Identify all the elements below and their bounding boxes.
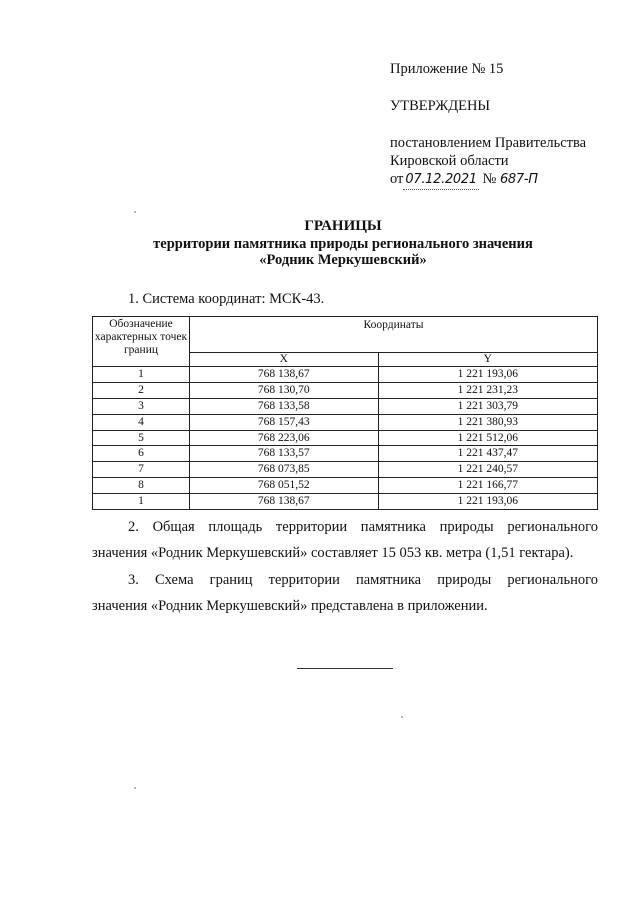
y-cell: 1 221 166,77 (378, 478, 597, 494)
y-cell: 1 221 193,06 (378, 494, 597, 510)
section-1-coordinate-system: 1. Система координат: МСК-43. (128, 291, 325, 307)
x-cell: 768 073,85 (190, 462, 379, 478)
scan-speck (134, 787, 136, 789)
table-row (93, 382, 598, 398)
section-2-line-2: значения «Родник Меркушевский» составляет 15 053 кв. метра (1,51 гектара). (92, 545, 574, 561)
y-column-header: Y (378, 353, 597, 367)
scan-speck (401, 716, 403, 718)
from-prefix: от (390, 171, 404, 187)
title-main: ГРАНИЦЫ (304, 218, 382, 234)
table-row (93, 398, 598, 414)
table-row (93, 462, 598, 478)
handwritten-date: 07.12.2021 (403, 171, 478, 190)
x-cell: 768 051,52 (190, 478, 379, 494)
decree-line-2: Кировской области (390, 153, 509, 169)
y-cell: 1 221 240,57 (378, 462, 597, 478)
x-cell: 768 133,58 (190, 398, 379, 414)
section-3-line-1: 3. Схема границ территории памятника природы регионального (128, 572, 598, 588)
document-title (60, 218, 626, 268)
point-cell: 6 (93, 446, 190, 462)
point-cell: 2 (93, 382, 190, 398)
x-cell: 768 223,06 (190, 430, 379, 446)
section-2-line-1: 2. Общая площадь территории памятника природы регионального (128, 519, 598, 535)
appendix-number: Приложение № 15 (390, 61, 504, 77)
section-3-line-2: значения «Родник Меркушевский» представлена в приложении. (92, 598, 488, 614)
x-cell: 768 133,57 (190, 446, 379, 462)
y-cell: 1 221 303,79 (378, 398, 597, 414)
table-row (93, 430, 598, 446)
number-prefix: № (482, 171, 497, 187)
table-row (93, 478, 598, 494)
table-row (93, 414, 598, 430)
table-row (93, 446, 598, 462)
point-cell: 3 (93, 398, 190, 414)
coordinates-column-header: Координаты (190, 317, 598, 353)
point-cell: 8 (93, 478, 190, 494)
section-3-scheme (92, 567, 598, 619)
y-cell: 1 221 437,47 (378, 446, 597, 462)
point-cell: 1 (93, 494, 190, 510)
x-cell: 768 138,67 (190, 367, 379, 383)
end-of-document-rule (297, 668, 393, 669)
y-cell: 1 221 512,06 (378, 430, 597, 446)
decree-date-line (390, 170, 586, 190)
title-line-2: территории памятника природы регионального значения (153, 236, 533, 252)
appendix-header (390, 60, 586, 190)
y-cell: 1 221 380,93 (378, 414, 597, 430)
y-cell: 1 221 231,23 (378, 382, 597, 398)
title-line-3: «Родник Меркушевский» (259, 252, 427, 268)
x-cell: 768 138,67 (190, 494, 379, 510)
x-column-header: X (190, 353, 379, 367)
point-cell: 1 (93, 367, 190, 383)
decree-line-1: постановлением Правительства (390, 135, 587, 151)
coordinates-table (92, 316, 598, 510)
point-cell: 7 (93, 462, 190, 478)
handwritten-number: 687-П (499, 172, 538, 187)
point-cell: 5 (93, 430, 190, 446)
scan-speck (134, 211, 136, 213)
section-2-area (92, 514, 598, 566)
table-row (93, 367, 598, 383)
point-cell: 4 (93, 414, 190, 430)
table-row (93, 494, 598, 510)
approved-label: УТВЕРЖДЕНЫ (390, 98, 491, 114)
point-column-header: Обозначение характерных точек границ (93, 317, 190, 367)
x-cell: 768 130,70 (190, 382, 379, 398)
y-cell: 1 221 193,06 (378, 367, 597, 383)
x-cell: 768 157,43 (190, 414, 379, 430)
